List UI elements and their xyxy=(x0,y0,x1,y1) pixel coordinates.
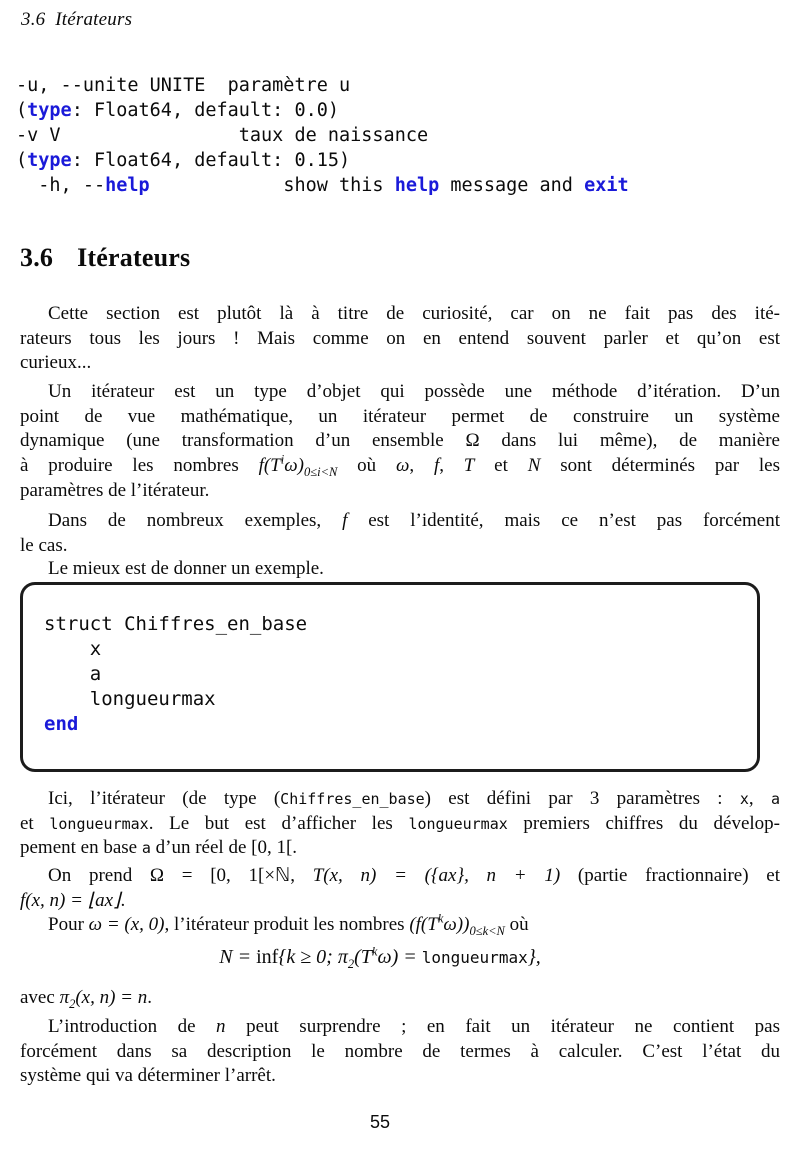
inline-code: longueurmax xyxy=(49,814,149,833)
code-line: -v V taux de naissance xyxy=(16,125,429,146)
text-line: système qui va déterminer l’arrêt. xyxy=(20,1065,276,1087)
math-expr: (T xyxy=(354,946,372,968)
math-expr: ω) = xyxy=(377,946,422,968)
math-subscript: 0≤i<N xyxy=(303,464,338,479)
math-expr: {k ≥ 0; π xyxy=(278,946,348,968)
math-expr: ω = (x, 0) xyxy=(88,914,165,935)
keyword-help: help xyxy=(394,175,440,196)
code-line: struct Chiffres_en_base xyxy=(44,613,308,635)
paragraph-pour xyxy=(20,913,780,938)
text-line: f(x, n) = ⌊ax⌋. xyxy=(20,889,126,911)
text-line: rateurs tous les jours ! Mais comme on en entend souvent parler et qu’on est xyxy=(20,327,780,349)
code-line: -h, --help show this help message and exit xyxy=(16,175,629,196)
text-line: et longueurmax. Le but est d’afficher les longueurmax premiers chiffres du dévelop- xyxy=(20,812,780,834)
code-line: (type: Float64, default: 0.15) xyxy=(16,150,351,171)
math-var: π xyxy=(59,987,70,1008)
math-superscript: i xyxy=(280,452,285,467)
math-var: f xyxy=(433,455,440,477)
page-number: 55 xyxy=(369,1112,391,1132)
text-line: pement en base a d’un réel de [0, 1[. xyxy=(20,837,298,859)
math-var: ω xyxy=(395,455,410,477)
paragraph-avec xyxy=(20,986,780,1011)
text-line: Un itérateur est un type d’objet qui possède une méthode d’itération. D’un xyxy=(48,381,780,402)
math-var: N xyxy=(527,455,541,477)
math-var: T xyxy=(463,455,475,477)
text-line: avec $\pi_2(x$, n) = n. xyxy=(20,987,153,1011)
text-line: L’introduction de n peut surprendre ; en fait un itérateur ne contient pas xyxy=(48,1016,780,1037)
inline-code: a xyxy=(770,790,780,808)
math-var: f xyxy=(342,510,348,531)
math-var: n xyxy=(216,1016,226,1037)
inline-code: Chiffres_en_base xyxy=(280,790,425,808)
text-line: paramètres de l’itérateur. xyxy=(20,479,210,501)
text-line: Ici, l’itérateur (de type (Chiffres_en_base) est défini par 3 paramètres : x, a xyxy=(48,788,780,809)
code-line: a xyxy=(44,663,102,685)
cli-help-code-block xyxy=(16,73,629,198)
math-expr: }, xyxy=(527,946,541,968)
math-expr: ω)) xyxy=(443,914,470,935)
inline-code: longueurmax xyxy=(408,814,508,833)
math-superscript: k xyxy=(437,911,444,926)
text-line: curieux... xyxy=(20,352,92,374)
keyword-exit: exit xyxy=(584,175,629,196)
struct-code xyxy=(44,612,307,737)
math-expr: T(x, n) = ({ax}, n + 1) xyxy=(312,865,561,886)
inline-code: a xyxy=(141,839,151,858)
paragraph-ici xyxy=(20,787,780,861)
text-line: Le mieux est de donner un exemple. xyxy=(48,558,324,579)
display-equation xyxy=(0,946,760,969)
section-number: 3.6 xyxy=(20,243,54,272)
math-expr: f(x, n) = ⌊ax⌋ xyxy=(20,889,121,911)
text-line: Pour ω = (x, 0), l’itérateur produit les nombres $(f(T^k\omega))_{0\le k<N}$ où xyxy=(48,911,529,938)
math-operator-inf: inf xyxy=(256,946,279,968)
math-expr: ω) xyxy=(284,455,304,477)
text-line: point de vue mathématique, un itérateur permet de construire un système xyxy=(20,405,780,427)
keyword-type: type xyxy=(27,100,72,121)
math-expr: N = xyxy=(219,946,257,968)
inline-code: x xyxy=(739,790,749,808)
keyword-help: help xyxy=(105,175,150,196)
text-line: à produire les nombres $f(T^i\omega)_{0\le i<N}$ où ω, f, T et N sont déterminés par les xyxy=(20,452,781,479)
paragraph-on-prend xyxy=(20,864,780,913)
section-title: Itérateurs xyxy=(77,243,191,272)
paragraph-example-intro xyxy=(20,557,780,582)
paragraph-intro xyxy=(20,302,780,376)
text-line: Cette section est plutôt là à titre de curiosité, car on ne fait pas des ité- xyxy=(48,303,780,324)
keyword-end: end xyxy=(44,713,79,735)
math-expr: f(T xyxy=(258,455,281,477)
code-line: x xyxy=(44,638,102,660)
text-line: On prend Ω = [0, 1[×ℕ, T(x, n) = ({ax}, n + 1) (partie fractionnaire) et xyxy=(48,865,780,886)
math-expr: (f(T xyxy=(409,914,438,935)
math-subscript: 2 xyxy=(69,996,76,1011)
paragraph-introduction-n xyxy=(20,1015,780,1089)
inline-code: longueurmax xyxy=(421,948,528,967)
code-line: -u, --unite UNITE paramètre u xyxy=(16,75,351,96)
paragraph-definition xyxy=(20,380,780,504)
struct-code-box xyxy=(20,582,760,772)
text-line: Dans de nombreux exemples, f est l’identité, mais ce n’est pas forcément xyxy=(48,510,780,531)
text-line: dynamique (une transformation d’un ensemble Ω dans lui même), de manière xyxy=(20,430,780,452)
section-heading xyxy=(20,243,190,273)
keyword-type: type xyxy=(27,150,72,171)
math-subscript: 0≤k<N xyxy=(469,923,505,938)
code-line: longueurmax xyxy=(44,688,216,710)
math-subscript: 2 xyxy=(347,957,355,971)
running-header: 3.6 Itérateurs xyxy=(21,9,133,30)
text-line: le cas. xyxy=(20,534,68,556)
paragraph-identity xyxy=(20,509,780,558)
math-expr: (x, n) = n xyxy=(75,987,148,1008)
code-line: (type: Float64, default: 0.0) xyxy=(16,100,340,121)
math-superscript: k xyxy=(371,944,378,959)
text-line: forcément dans sa description le nombre de termes à calculer. C’est l’état du xyxy=(20,1040,780,1062)
